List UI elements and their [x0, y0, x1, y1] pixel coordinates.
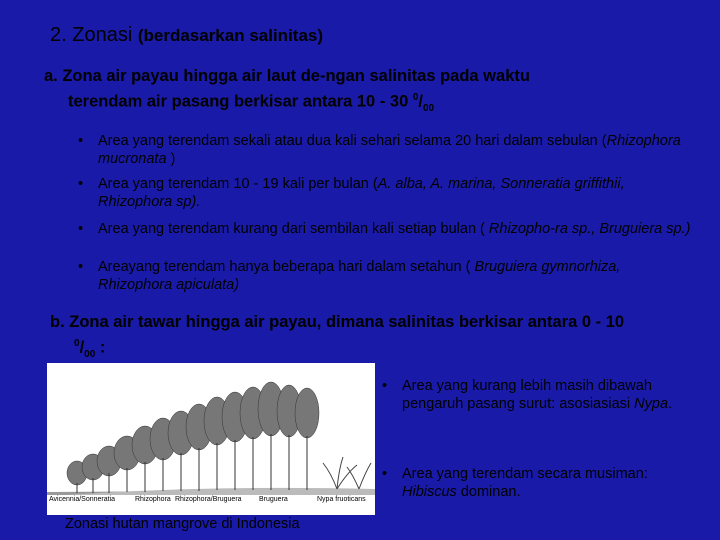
bullet-text-end: . [668, 396, 673, 412]
colon: : [95, 338, 106, 357]
unit-slash: / [79, 338, 85, 357]
bullet-dot: • [78, 133, 84, 149]
bullet-dot: • [382, 378, 388, 394]
zone-label: Bruguera [259, 496, 288, 503]
unit-slash: / [418, 92, 423, 111]
zone-label: Nypa fruoticans [317, 496, 366, 503]
mangrove-drawing [47, 363, 375, 515]
species-name: Bruguiera gymnorhiza, Rhizophora apiculata) [98, 259, 621, 293]
zone-label: Rhizophora/Bruguera [175, 496, 242, 503]
unit-sub: 00 [84, 348, 96, 360]
bullet-text: Areayang terendam hanya beberapa hari dalam setahun ( [98, 259, 475, 275]
species-name: Rhizopho-ra sp., Bruguiera sp.) [488, 221, 691, 237]
figure-caption: Zonasi hutan mangrove di Indonesia [65, 516, 300, 532]
section-a-line2: terendam air pasang berkisar antara 10 - 30 [68, 92, 409, 111]
bullet-b-1 [382, 377, 682, 413]
species-name: A. alba, A. marina, Sonneratia griffithii, Rhizophora sp). [98, 176, 625, 210]
bullet-a-3 [78, 220, 698, 238]
unit-sub: 00 [423, 102, 435, 114]
bullet-a-2 [78, 175, 698, 211]
unit-sup: 0 [412, 92, 419, 103]
bullet-dot: • [382, 466, 388, 482]
species-name: Rhizophora mucronata [98, 133, 681, 167]
bullet-b-2 [382, 465, 682, 501]
zone-label: Avicennia/Sonneratia [49, 496, 116, 503]
mangrove-zonation-figure [47, 363, 375, 515]
figure-labels [47, 496, 375, 508]
slide-title [50, 24, 323, 47]
bullet-dot: • [78, 259, 84, 275]
bullet-text: Area yang terendam sekali atau dua kali sehari selama 20 hari dalam sebulan ( [98, 133, 607, 149]
bullet-dot: • [78, 221, 84, 237]
bullet-a-1 [78, 132, 698, 168]
unit-sup: 0 [74, 338, 80, 349]
section-a-line1: a. Zona air payau hingga air laut de-ngan salinitas pada waktu [44, 67, 530, 85]
section-a-heading [44, 66, 684, 119]
bullet-text: Area yang terendam secara musiman: [402, 466, 648, 482]
section-b-heading [50, 312, 690, 365]
bullet-text: Area yang terendam 10 - 19 kali per bulan ( [98, 176, 378, 192]
section-b-line1: b. Zona air tawar hingga air payau, dimana salinitas berkisar antara 0 - 10 [50, 313, 625, 331]
title-main: 2. Zonasi [50, 24, 133, 46]
bullet-text-end: ) [166, 151, 176, 167]
zone-label: Rhizophora [135, 496, 171, 503]
bullet-a-4 [78, 258, 698, 294]
bullet-text-end: dominan. [456, 484, 521, 500]
bullet-dot: • [78, 176, 84, 192]
title-sub: (berdasarkan salinitas) [137, 26, 324, 45]
species-name: Hibiscus [402, 484, 457, 500]
species-name: Nypa [634, 396, 669, 412]
bullet-text: Area yang kurang lebih masih dibawah pengaruh pasang surut: asosiasiasi [402, 378, 652, 412]
bullet-text: Area yang terendam kurang dari sembilan kali setiap bulan ( [98, 221, 489, 237]
